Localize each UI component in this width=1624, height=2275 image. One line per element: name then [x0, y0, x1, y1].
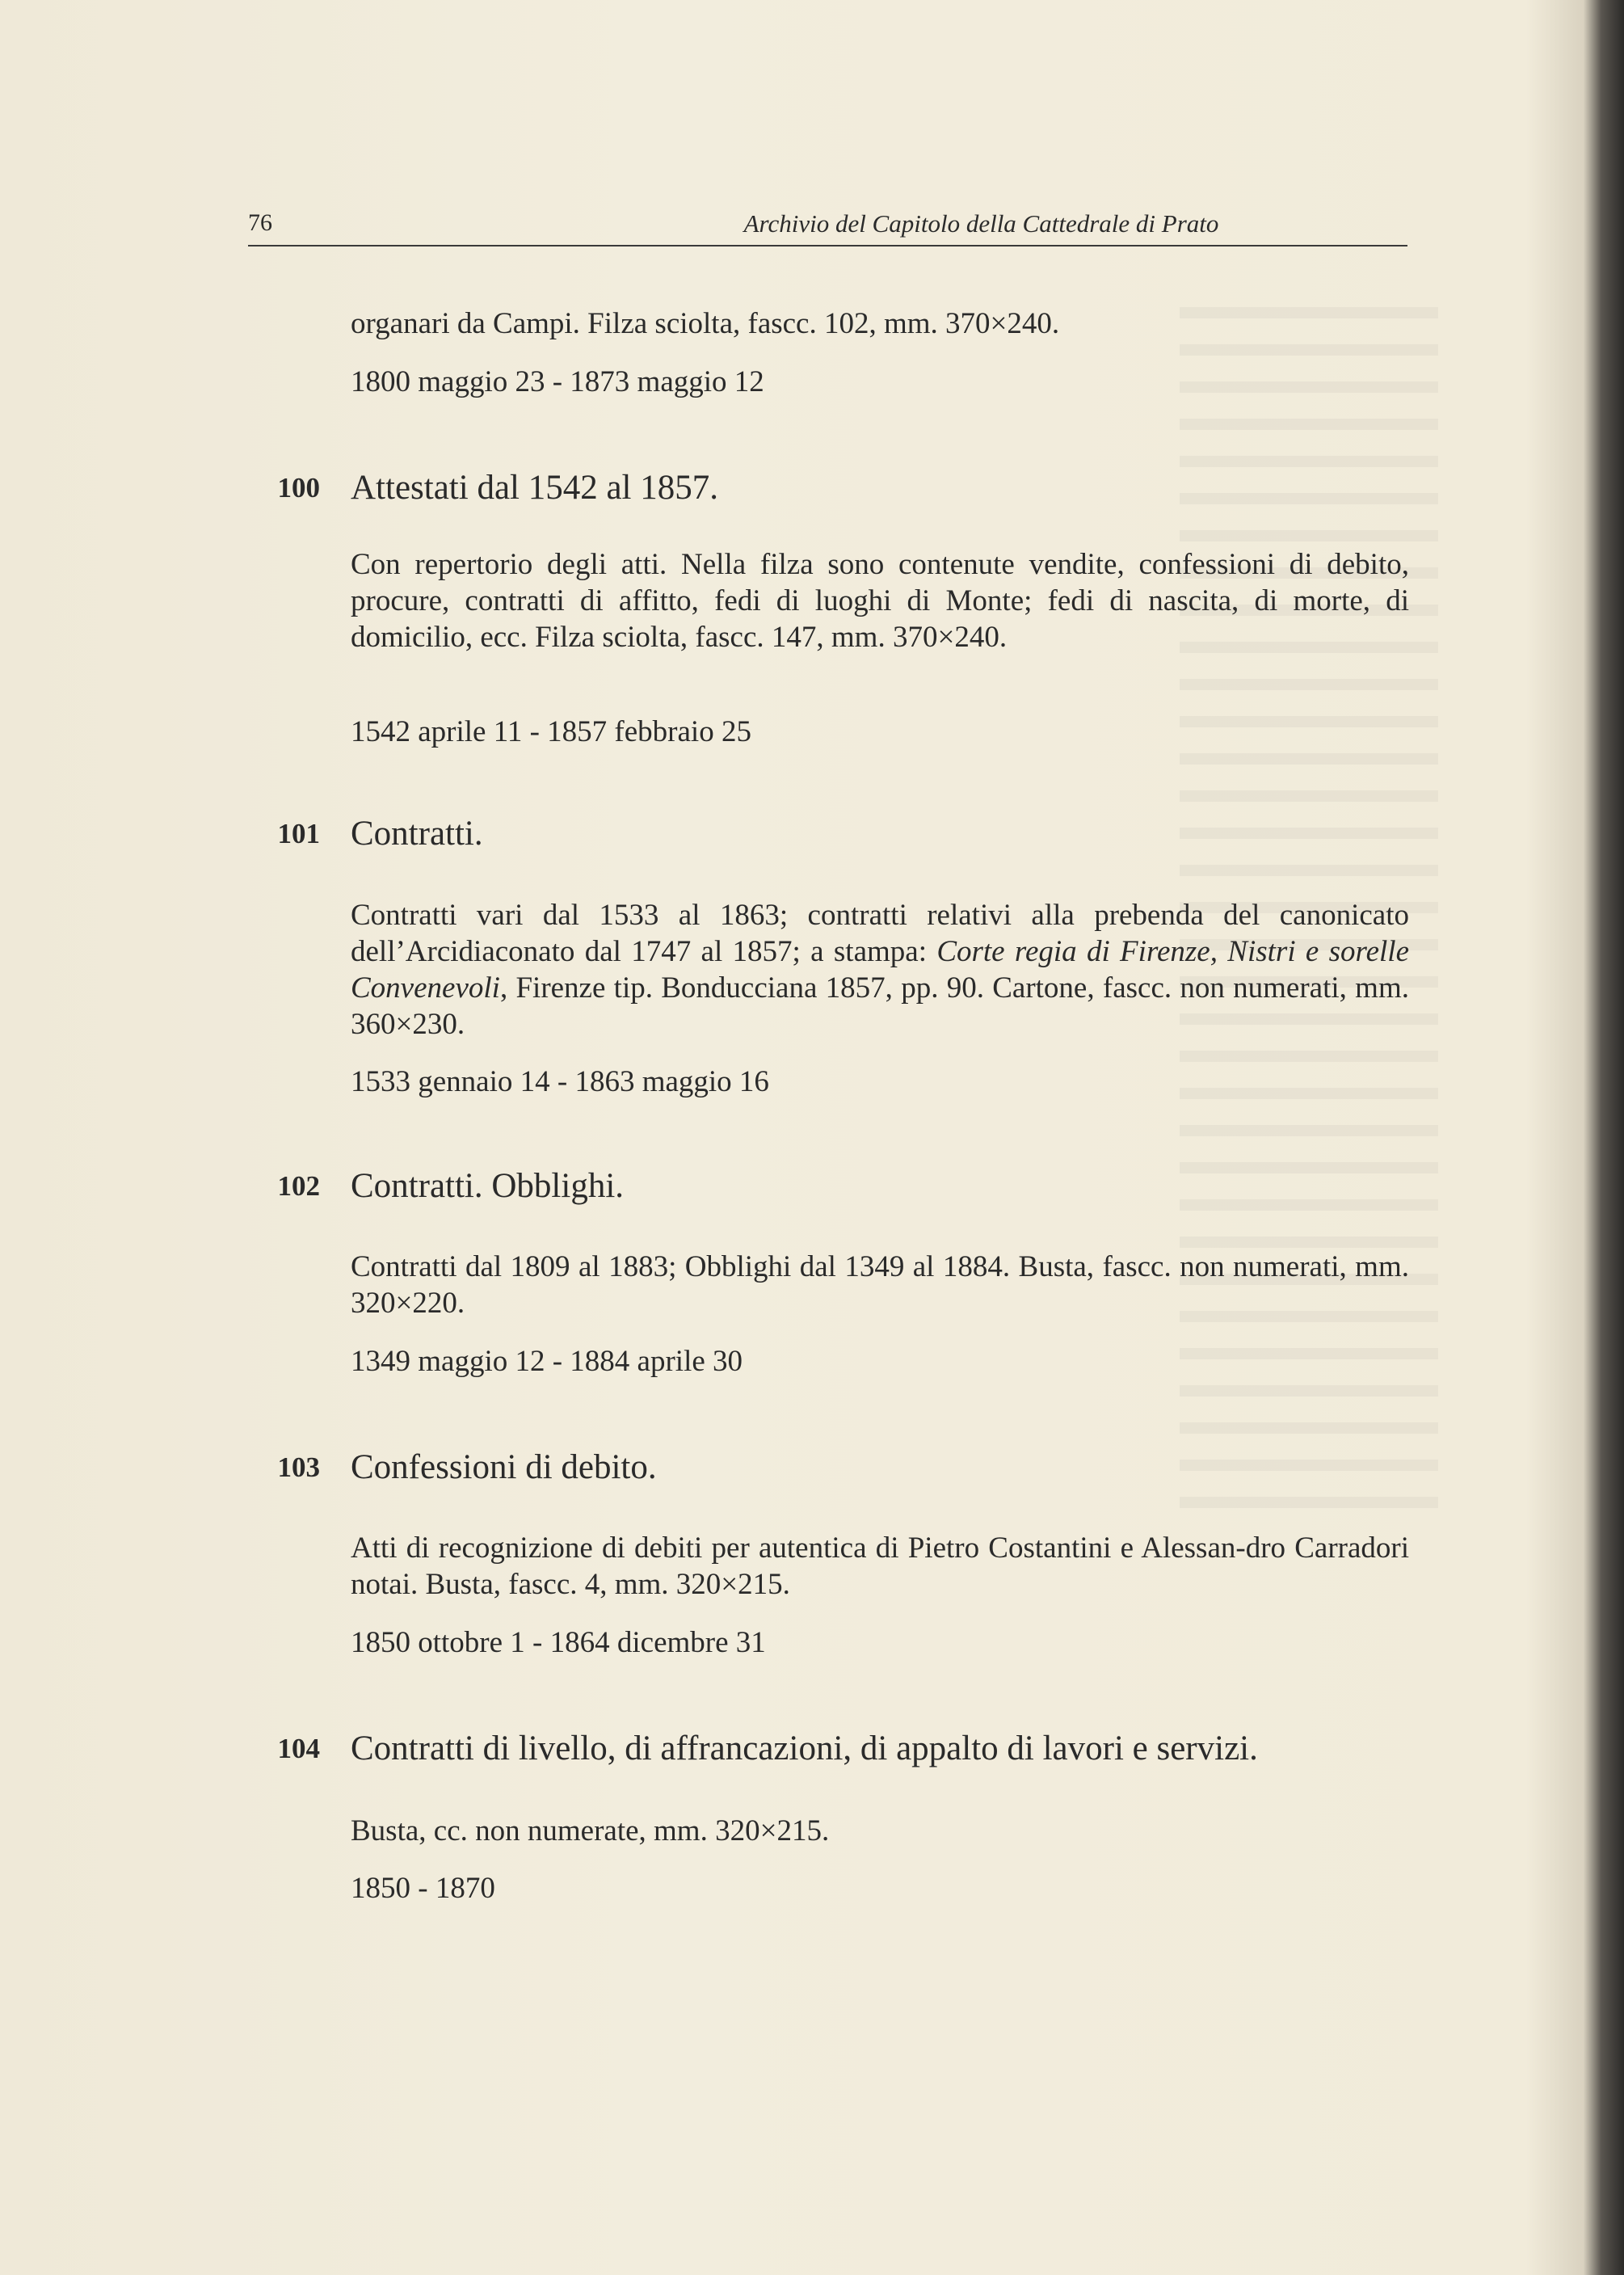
entry-description: Con repertorio degli atti. Nella filza sono contenute vendite, confessioni di debito, procure, contratti di affitto, fedi di luoghi di Monte; fedi di nascita, di morte, di domicilio, ecc. Filza sciolta, fascc. 147, mm. 370×240.	[351, 548, 1409, 654]
entry-number: 104	[277, 1733, 320, 1764]
entry-number: 101	[277, 818, 320, 849]
entry-title: Contratti. Obblighi.	[351, 1167, 625, 1205]
entry-description: Busta, cc. non numerate, mm. 320×215.	[351, 1814, 830, 1847]
entry-date: 1349 maggio 12 - 1884 aprile 30	[351, 1345, 743, 1378]
entry-title: Contratti.	[351, 815, 483, 853]
description-italic-title: Corte regia di Firenze, Nistri e sorelle Convenevoli	[351, 935, 1409, 1005]
continuation-description: organari da Campi. Filza sciolta, fascc. 102, mm. 370×240.	[351, 307, 1060, 340]
description-text: Contratti vari dal 1533 al 1863; contratti relativi alla prebenda del canonicato dell’Arcidiaconato dal 1747 al 1857; a stampa:	[351, 899, 1409, 968]
entry-title: Contratti di livello, di affrancazioni, di appalto di lavori e servizi.	[351, 1729, 1258, 1767]
entry-number: 103	[277, 1451, 320, 1483]
running-head-title: Archivio del Capitolo della Cattedrale di Prato	[743, 209, 1219, 238]
entry-date: 1542 aprile 11 - 1857 febbraio 25	[351, 715, 751, 748]
entry-description: Atti di recognizione di debiti per autentica di Pietro Costantini e Alessan-dro Carradori notai. Busta, fascc. 4, mm. 320×215.	[351, 1531, 1409, 1601]
entry-number: 102	[277, 1170, 320, 1202]
entry-title: Attestati dal 1542 al 1857.	[351, 469, 719, 507]
running-head	[248, 206, 1407, 246]
entry-date: 1850 - 1870	[351, 1872, 495, 1905]
description-text: , Firenze tip. Bonducciana 1857, pp. 90. Cartone, fascc. non numerati, mm. 360×230.	[351, 971, 1409, 1041]
entry-description	[351, 897, 1409, 1043]
entry-title: Confessioni di debito.	[351, 1448, 657, 1486]
page-number: 76	[248, 209, 272, 236]
entry-date: 1533 gennaio 14 - 1863 maggio 16	[351, 1065, 769, 1098]
continuation-date: 1800 maggio 23 - 1873 maggio 12	[351, 365, 764, 398]
entry-number: 100	[277, 472, 320, 503]
entry-description: Contratti dal 1809 al 1883; Obblighi dal 1349 al 1884. Busta, fascc. non numerati, mm. 320×220.	[351, 1250, 1409, 1320]
entry-date: 1850 ottobre 1 - 1864 dicembre 31	[351, 1626, 766, 1659]
